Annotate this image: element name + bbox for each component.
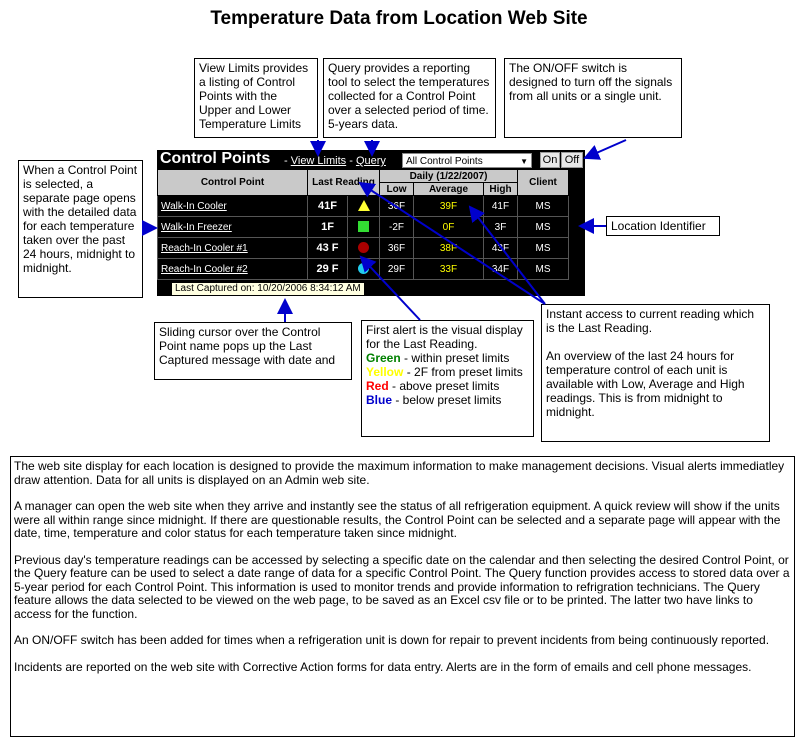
header-daily: Daily (1/22/2007) bbox=[380, 170, 518, 183]
yellow-triangle-icon bbox=[358, 200, 370, 211]
high-value: 43F bbox=[484, 238, 518, 259]
control-point-link[interactable]: Reach-In Cooler #2 bbox=[158, 259, 308, 280]
alert-callout bbox=[361, 320, 534, 437]
average-value: 0F bbox=[414, 217, 484, 238]
last-reading-value: 29 F bbox=[308, 259, 348, 280]
view-limits-link[interactable]: View Limits bbox=[290, 155, 347, 167]
off-button[interactable]: Off bbox=[561, 152, 583, 168]
alert-green-line bbox=[366, 351, 529, 365]
header-control-point: Control Point bbox=[158, 170, 308, 196]
alert-green-label: Green bbox=[366, 351, 401, 365]
green-square-icon bbox=[358, 221, 369, 232]
onoff-callout bbox=[504, 58, 682, 138]
average-value: 33F bbox=[414, 259, 484, 280]
alert-blue-text: - below preset limits bbox=[392, 393, 502, 407]
description-paragraph: Incidents are reported on the web site with Corrective Action forms for data entry. Alerts are in the form of emails and cell phone messages. bbox=[14, 659, 752, 674]
alert-red-text: - above preset limits bbox=[388, 379, 500, 393]
control-point-link[interactable]: Walk-In Freezer bbox=[158, 217, 308, 238]
onoff-callout-text: The ON/OFF switch is designed to turn off the signals from all units or a single unit. bbox=[509, 61, 673, 103]
status-indicator bbox=[348, 196, 380, 217]
overview-text: An overview of the last 24 hours for temperature control of each unit is available with Low, Average and High readings. This is from midnight to midnight. bbox=[546, 349, 745, 419]
arrow-onoff bbox=[585, 140, 626, 158]
description-paragraph: An ON/OFF switch has been added for times when a refrigeration unit is down for repair to prevent incidents from being continuously reported. bbox=[14, 633, 770, 647]
instant-access-callout bbox=[541, 304, 770, 442]
page-title: Temperature Data from Location Web Site bbox=[210, 8, 588, 29]
description-paragraph: Previous day's temperature readings can be accessed by selecting a specific date on the calendar and then selecting the desired Control Point, or the Query feature can be used to select a date range of data for a specific Control Point. The Query function provides access to stored data over a 5-year period for each Control Point. This information is used to monitor trends and provide information to refrigration technicians. The Query feature allows the data selected to be viewed on the web page, to be saved as an Excel csv file or to be printed. The latter two have links to access for the function. bbox=[14, 552, 790, 621]
query-callout-text: Query provides a reporting tool to select the temperatures collected for a Control Point over a selected period of time. 5-years data. bbox=[328, 61, 490, 131]
alert-blue-line bbox=[366, 393, 529, 407]
sliding-cursor-callout-text: Sliding cursor over the Control Point name pops up the Last Captured message with date and bbox=[159, 325, 336, 367]
header-average: Average bbox=[414, 183, 484, 196]
alert-red-line bbox=[366, 379, 529, 393]
location-id-callout-text: Location Identifier bbox=[611, 219, 706, 233]
on-button[interactable]: On bbox=[540, 152, 560, 168]
control-point-link[interactable]: Reach-In Cooler #1 bbox=[158, 238, 308, 259]
status-indicator bbox=[348, 259, 380, 280]
panel-title: Control Points bbox=[160, 150, 271, 167]
alert-intro: First alert is the visual display for the Last Reading. bbox=[366, 323, 523, 351]
alert-red-label: Red bbox=[366, 379, 389, 393]
header-high: High bbox=[484, 183, 518, 196]
control-points-table bbox=[157, 169, 569, 280]
control-points-panel bbox=[157, 150, 585, 296]
instant-access-text: Instant access to current reading which is the Last Reading. bbox=[546, 307, 755, 335]
client-value: MS bbox=[518, 217, 569, 238]
header-last-reading: Last Reading bbox=[308, 170, 380, 196]
location-id-callout bbox=[606, 216, 720, 236]
select-value: All Control Points bbox=[406, 156, 483, 167]
high-value: 3F bbox=[484, 217, 518, 238]
alert-yellow-label: Yellow bbox=[366, 365, 404, 379]
alert-yellow-text: - 2F from preset limits bbox=[403, 365, 523, 379]
description-paragraph: The web site display for each location is designed to provide the maximum information to make management decisions. Visual alerts immediatley draw attention. Data for all units is displayed on an Admin web site. bbox=[14, 459, 785, 487]
high-value: 41F bbox=[484, 196, 518, 217]
low-value: -2F bbox=[380, 217, 414, 238]
table-row bbox=[158, 196, 569, 217]
alert-yellow-line bbox=[366, 365, 529, 379]
cyan-circle-icon bbox=[358, 263, 369, 274]
client-value: MS bbox=[518, 196, 569, 217]
red-circle-icon bbox=[358, 242, 369, 253]
control-point-select[interactable] bbox=[402, 153, 532, 168]
last-reading-value: 43 F bbox=[308, 238, 348, 259]
control-point-link[interactable]: Walk-In Cooler bbox=[158, 196, 308, 217]
high-value: 34F bbox=[484, 259, 518, 280]
sliding-cursor-callout bbox=[154, 322, 352, 380]
header-low: Low bbox=[380, 183, 414, 196]
last-captured-tooltip: Last Captured on: 10/20/2006 8:34:12 AM bbox=[171, 282, 365, 296]
chevron-down-icon: ▼ bbox=[520, 157, 528, 166]
description-paragraph: A manager can open the web site when they arrive and instantly see the status of all refrigeration equipment. A quick review will show if the units were all within range since midnight. If there are questionable results, the Control Point can be selected and a separate page will appear with the date, time, temperature and color status for each temperature taken since midnight. bbox=[14, 499, 781, 540]
status-indicator bbox=[348, 217, 380, 238]
average-value: 38F bbox=[414, 238, 484, 259]
description-box bbox=[10, 456, 795, 737]
view-limits-callout bbox=[194, 58, 318, 138]
last-reading-value: 41F bbox=[308, 196, 348, 217]
alert-green-text: - within preset limits bbox=[400, 351, 510, 365]
control-point-callout-text: When a Control Point is selected, a separate page opens with the detailed data for each temperature taken over the past 24 hours, midnight to midnight. bbox=[23, 163, 138, 275]
query-link[interactable]: Query bbox=[355, 155, 386, 167]
client-value: MS bbox=[518, 259, 569, 280]
table-row bbox=[158, 259, 569, 280]
alert-blue-label: Blue bbox=[366, 393, 393, 407]
status-indicator bbox=[348, 238, 380, 259]
panel-links bbox=[284, 155, 386, 167]
low-value: 36F bbox=[380, 238, 414, 259]
view-limits-callout-text: View Limits provides a listing of Control Points with the Upper and Lower Temperature Limits bbox=[199, 61, 309, 131]
client-value: MS bbox=[518, 238, 569, 259]
low-value: 36F bbox=[380, 196, 414, 217]
table-row bbox=[158, 238, 569, 259]
header-client: Client bbox=[518, 170, 569, 196]
query-callout bbox=[323, 58, 496, 138]
control-point-callout bbox=[18, 160, 143, 298]
last-reading-value: 1F bbox=[308, 217, 348, 238]
links-separator: - bbox=[346, 155, 356, 167]
table-row bbox=[158, 217, 569, 238]
links-separator: - bbox=[284, 155, 291, 167]
average-value: 39F bbox=[414, 196, 484, 217]
low-value: 29F bbox=[380, 259, 414, 280]
